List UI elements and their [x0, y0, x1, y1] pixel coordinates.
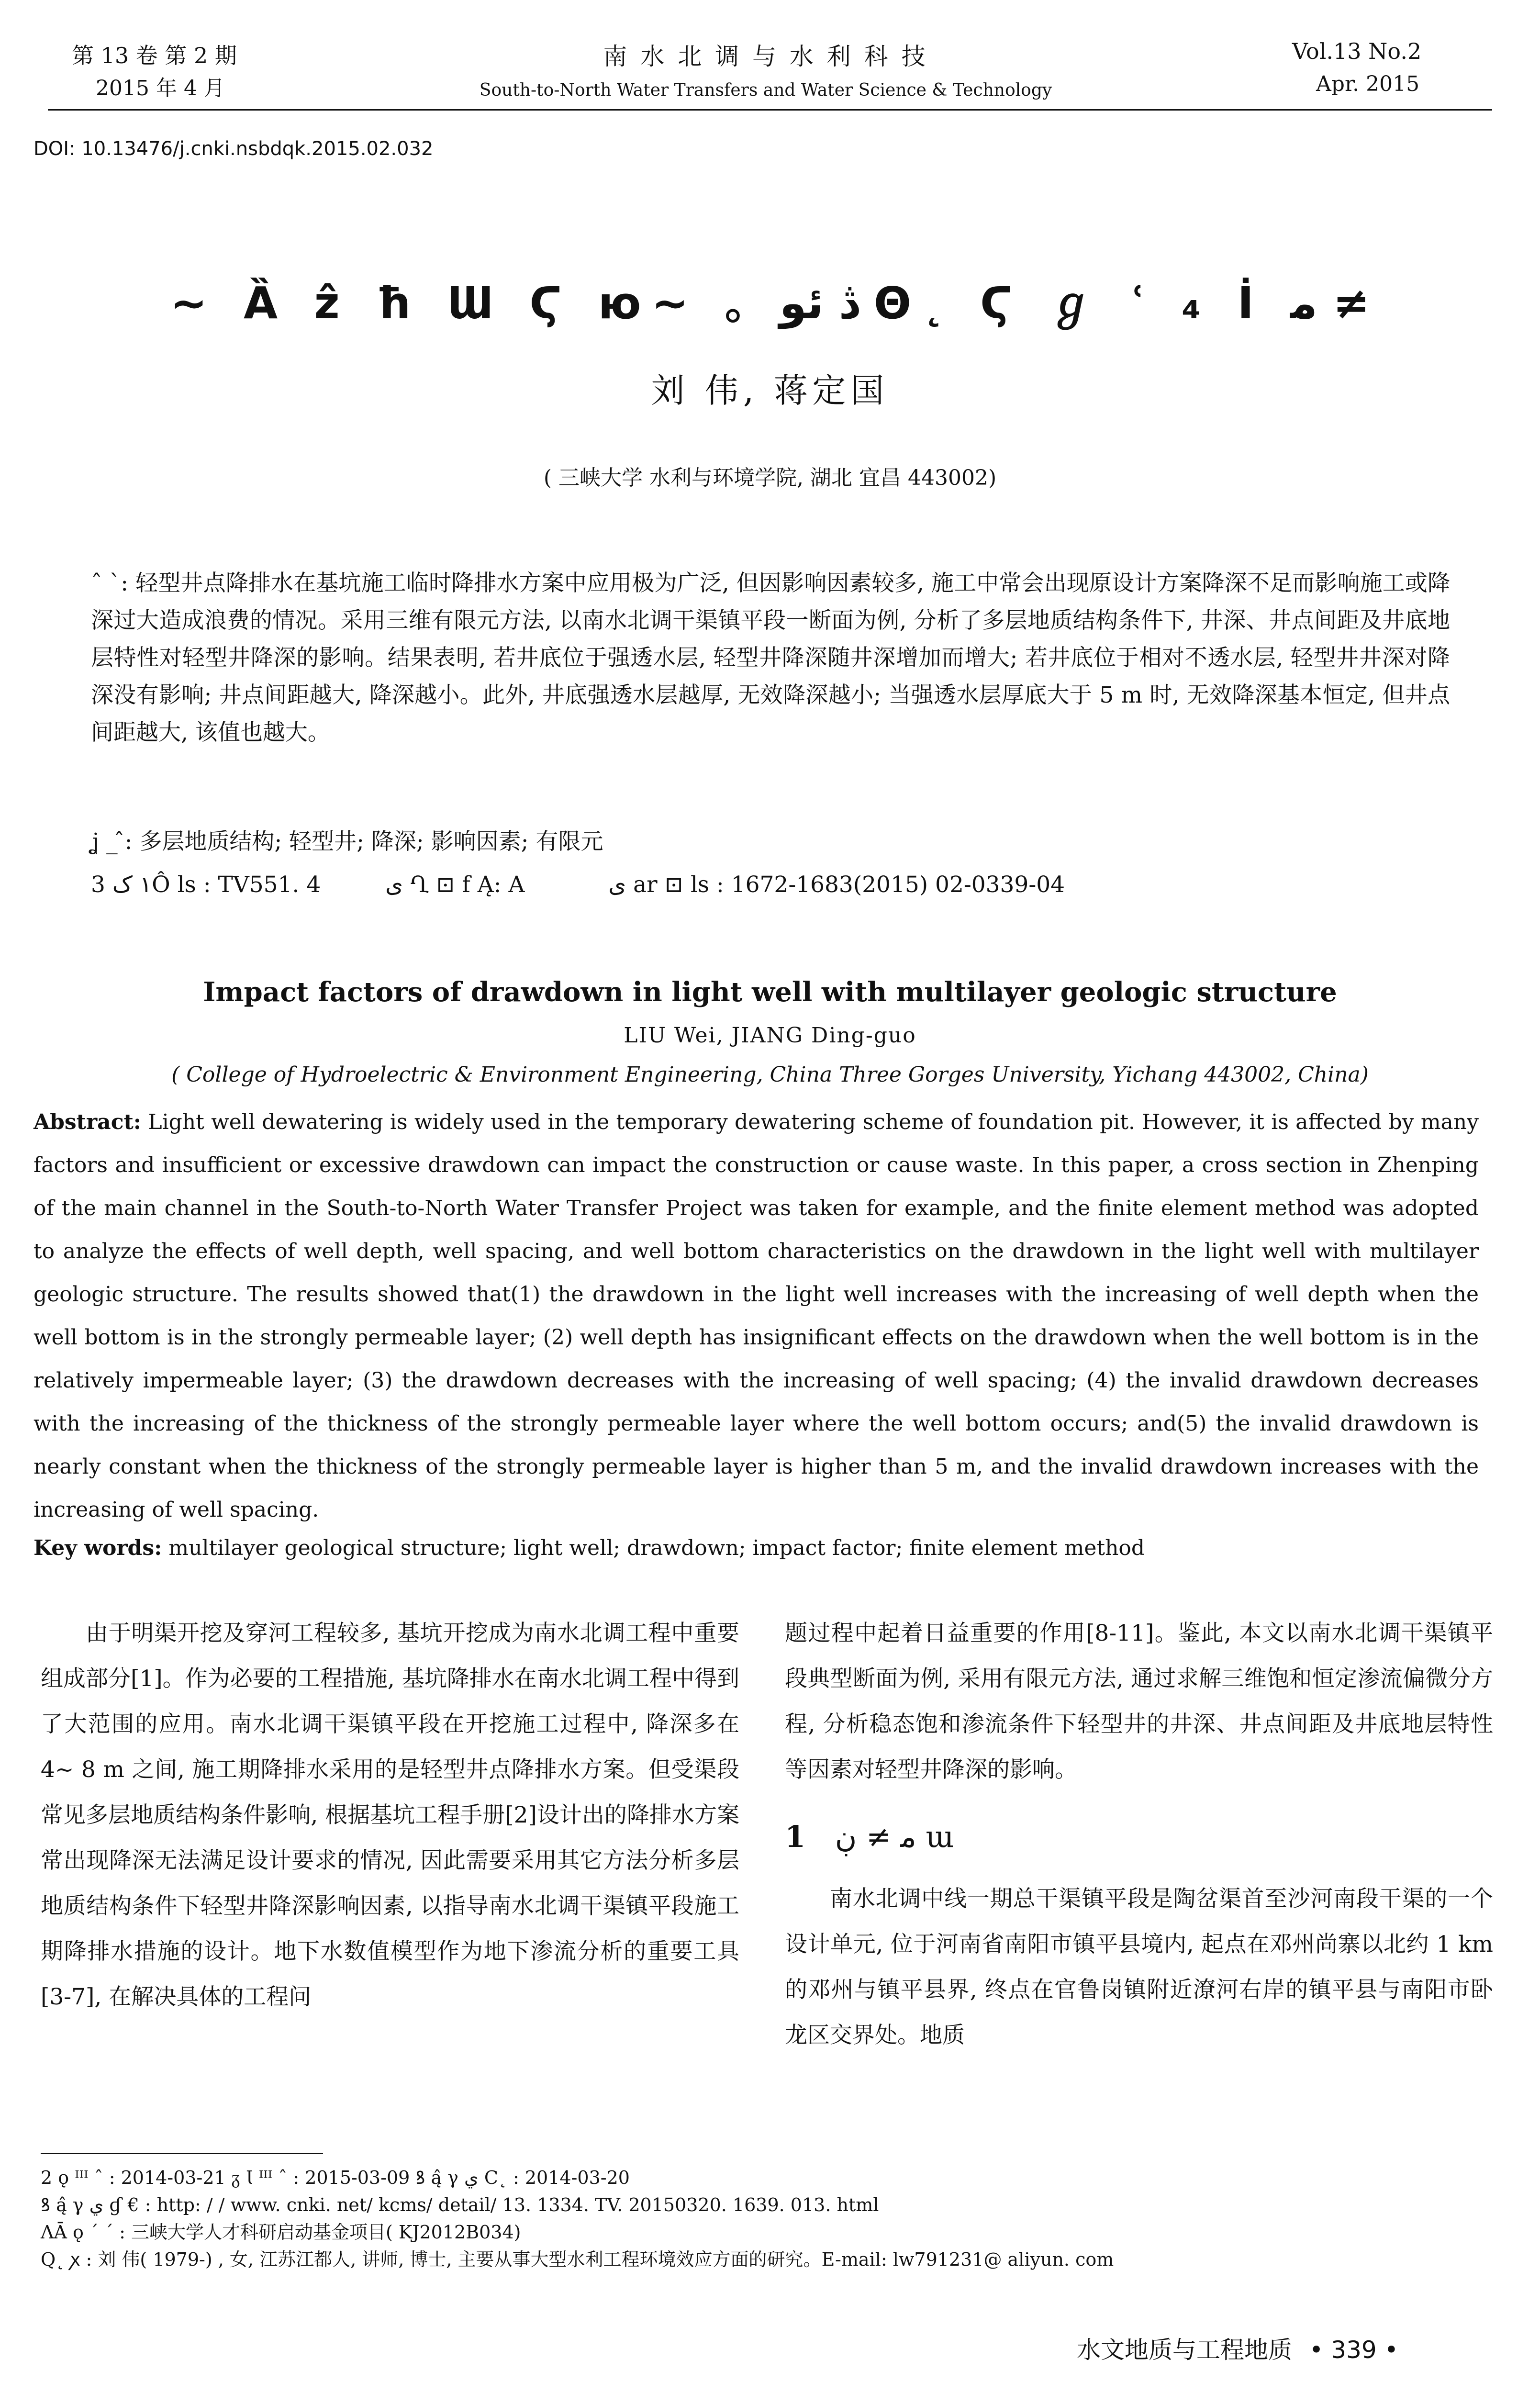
body-right-paragraph-2: 南水北调中线一期总干渠镇平段是陶岔渠首至沙河南段干渠的一个设计单元, 位于河南省南阳市镇平县境内, 起点在邓州尚寨以北约 1 km 的邓州与镇平县界, 终点在官鲁岗镇附近潦河右岸的镇平县与南阳市卧龙区交界处。地质 — [785, 1886, 1493, 2048]
header-rule — [48, 109, 1492, 111]
authors-en: LIU Wei, JIANG Ding-guo — [624, 1023, 916, 1048]
keywords-cn-label: ʝ _ ̂ — [91, 828, 125, 855]
classification-label: 3 ١ کÔ — [91, 872, 170, 898]
article-no-label: ى ar ⊡ — [608, 872, 683, 898]
footer-page-number: • 339 • — [1309, 2336, 1399, 2364]
body-right-column — [785, 1610, 1493, 2058]
section-1-heading — [785, 1814, 1493, 1859]
section-1-title: ﻣ ≠ ڹ ɯ — [835, 1819, 954, 1854]
footer-journal: 水文地质与工程地质 — [1077, 2336, 1292, 2364]
header-journal-cn: 南 水 北 调 与 水 利 科 技 — [603, 43, 928, 70]
header-volume-en: Vol.13 No.2 — [1292, 38, 1422, 64]
footer — [1077, 2331, 1398, 2365]
abstract-en-text: Light well dewatering is widely used in the temporary dewatering scheme of foundation pit. However, it is affected by many factors and insufficient or excessive drawdown can impact the construction or cause waste. In this paper, a cross section in Zhenping of the main channel in the South-to-North Water Transfer Project was taken for example, and the finite element method was adopted to analyze the effects of well depth, well spacing, and well bottom characteristics on the drawdown in the light well with multilayer geologic structure. The results showed that(1) the drawdown in the light well increases with the increasing of well depth when the well bottom is in the strongly permeable layer; (2) well depth has insignificant effects on the drawdown when the well bottom is in the relatively impermeable layer; (3) the drawdown decreases with the increasing of well spacing; (4) the invalid drawdown decreases with the increasing of the thickness of the strongly permeable layer where the well bottom occurs; and(5) the invalid drawdown is nearly constant when the thickness of the strongly permeable layer is higher than 5 m, and the invalid drawdown increases with the increasing of well spacing. — [33, 1110, 1479, 1522]
abstract-cn — [91, 565, 1450, 751]
footnotes — [41, 2164, 1476, 2273]
keywords-cn-text: : 多层地质结构; 轻型井; 降深; 影响因素; 有限元 — [124, 828, 603, 855]
footnote-author-bio: Q˛ ꭗ : 刘 伟( 1979-) , 女, 江苏江都人, 讲师, 博士, 主要从事大型水利工程环境效应方面的研究。E-mail: lw791231@ aliyun. com — [41, 2249, 1114, 2270]
header-volume-cn: 第 13 卷 第 2 期 — [72, 43, 237, 68]
abstract-cn-text: : 轻型井点降排水在基坑施工临时降排水方案中应用极为广泛, 但因影响因素较多, 施工中常会出现原设计方案降深不足而影响施工或降深过大造成浪费的情况。采用三维有限元方法, 以南水北调干渠镇平段一断面为例, 分析了多层地质结构条件下, 井深、井点间距及井底地层特性对轻型井降深的影响。结果表明, 若井底位于强透水层, 轻型井降深随井深增加而增大; 若井底位于相对不透水层, 轻型井井深对降深没有影响; 井点间距越大, 降深越小。此外, 井底强透水层越厚, 无效降深越小; 当强透水层厚底大于 5 m 时, 无效降深基本恒定, 但井点间距越大, 该值也越大。 — [91, 570, 1451, 746]
header-date-en: Apr. 2015 — [1316, 72, 1420, 96]
doi: DOI: 10.13476/j.cnki.nsbdqk.2015.02.032 — [33, 138, 434, 160]
keywords-en-text: multilayer geological structure; light well; drawdown; impact factor; finite element method — [168, 1536, 1145, 1560]
body-right-paragraph-1: 题过程中起着日益重要的作用[8-11]。鉴此, 本文以南水北调干渠镇平段典型断面为例, 采用有限元方法, 通过求解三维饱和恒定渗流偏微分方程, 分析稳态饱和渗流条件下轻型井的井深、井点间距及井底地层特性等因素对轻型井降深的影响。 — [785, 1620, 1493, 1783]
keywords-en — [33, 1527, 1479, 1570]
doc-code-value: : A — [493, 872, 525, 898]
affiliation-en: ( College of Hydroelectric & Environment Engineering, China Three Gorges University, Yichang 443002, China) — [171, 1062, 1369, 1087]
footnote-url: ꝸ ą̂ γ ي ɠ € : http: / / www. cnki. net/ kcms/ detail/ 13. 1334. TV. 20150320. 1639. 013. html — [41, 2194, 879, 2215]
footnote-dates: 2 ǫ ᴵᴵᴵ ˆ : 2014-03-21 ᵹ Ɩ ᴵᴵᴵ ˆ : 2015-03-09 ꝸ ą̂ γ ي Ⅽ˛ : 2014-03-20 — [41, 2167, 630, 2188]
section-1-number: 1 — [785, 1819, 806, 1854]
header-date-cn: 2015 年 4 月 — [96, 76, 225, 101]
classification-line — [91, 866, 1450, 904]
article-no-value: ls : 1672-1683(2015) 02-0339-04 — [690, 872, 1065, 898]
affiliation-cn: ( 三峡大学 水利与环境学院, 湖北 宜昌 443002) — [543, 466, 997, 490]
footnote-funding: ɅĀ ǫ ˊ ˊ : 三峡大学人才科研启动基金项目( KJ2012B034) — [41, 2222, 521, 2243]
keywords-cn — [91, 823, 1450, 861]
abstract-cn-label: ˆ ˋ — [91, 570, 121, 596]
paper-title-en: Impact factors of drawdown in light well with multilayer geologic structure — [203, 976, 1337, 1008]
paper-title-cn: ~ Ȁ ẑ ħ Ɯ Ϛ ю~ 。ڎ ئو Θ˛ Ϛ ℊ ʿ ₄ İ ﻣ ≠ — [170, 278, 1370, 329]
header-journal-en: South-to-North Water Transfers and Water Science & Technology — [479, 80, 1052, 100]
body-left-column — [41, 1610, 739, 2020]
footnote-rule — [41, 2153, 323, 2154]
authors-cn: 刘 伟, 蒋定国 — [651, 371, 889, 410]
keywords-en-label: Key words: — [33, 1536, 162, 1560]
abstract-en-label: Abstract: — [33, 1110, 142, 1134]
doc-code-label: ى Ղ ⊡ f Ą — [385, 872, 494, 898]
abstract-en — [33, 1101, 1479, 1532]
body-left-paragraph: 由于明渠开挖及穿河工程较多, 基坑开挖成为南水北调工程中重要组成部分[1]。作为必要的工程措施, 基坑降排水在南水北调工程中得到了大范围的应用。南水北调干渠镇平段在开挖施工过程中, 降深多在 4~ 8 m 之间, 施工期降排水采用的是轻型井点降排水方案。但受渠段常见多层地质结构条件影响, 根据基坑工程手册[2]设计出的降排水方案常出现降深无法满足设计要求的情况, 因此需要采用其它方法分析多层地质结构条件下轻型井降深影响因素, 以指导南水北调干渠镇平段施工期降排水措施的设计。地下水数值模型作为地下渗流分析的重要工具[3-7], 在解决具体的工程问 — [41, 1620, 739, 2010]
classification-value: ls : TV551. 4 — [177, 872, 321, 898]
